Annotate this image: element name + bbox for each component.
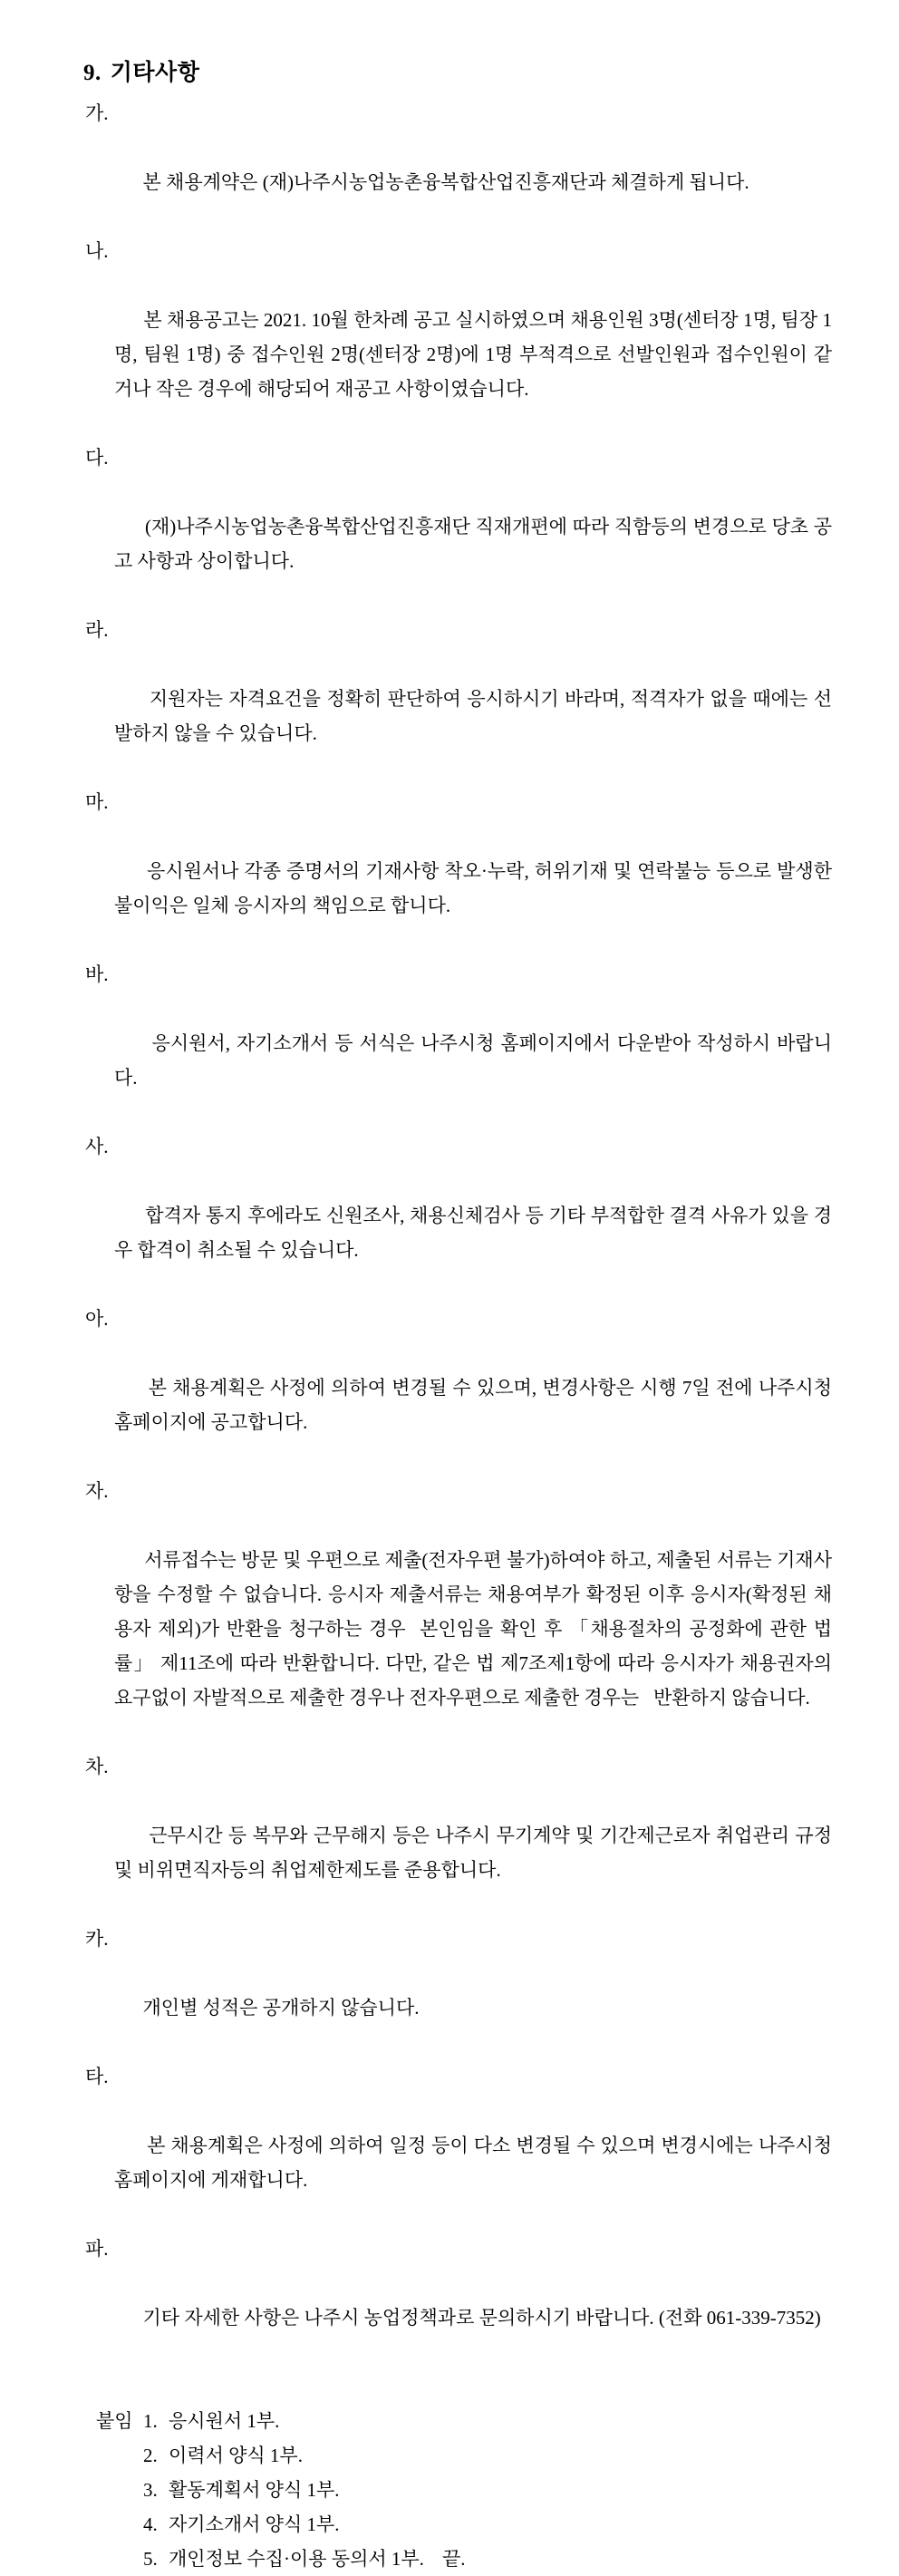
item-marker: 마.	[85, 791, 109, 813]
item-text: 응시원서, 자기소개서 등 서식은 나주시청 홈페이지에서 다운받아 작성하시 바랍니다.	[114, 1032, 832, 1089]
item-marker: 자.	[85, 1480, 109, 1502]
attachments-label-spacer	[96, 2542, 143, 2576]
attachment-text: 이력서 양식 1부.	[169, 2445, 303, 2466]
attachment-number: 2.	[143, 2445, 158, 2466]
item-marker: 바.	[85, 964, 109, 985]
list-item-ma	[83, 785, 837, 957]
attachment-number: 1.	[143, 2410, 158, 2432]
item-marker: 타.	[85, 2066, 109, 2087]
item-marker: 가.	[85, 102, 109, 124]
item-text: 본 채용계획은 사정에 의하여 변경될 수 있으며, 변경사항은 시행 7일 전에 나주시청 홈페이지에 공고합니다.	[114, 1377, 837, 1433]
list-item-ja	[83, 1474, 837, 1749]
attachments-section	[96, 2404, 832, 2576]
item-text: 기타 자세한 사항은 나주시 농업정책과로 문의하시기 바랍니다. (전화 061-339-7352)	[142, 2307, 821, 2329]
attachments-label: 붙임	[96, 2410, 133, 2432]
item-marker: 라.	[85, 619, 109, 641]
list-item-ka	[83, 1922, 832, 2059]
attachment-row	[96, 2542, 832, 2576]
list-item-ga	[83, 96, 832, 234]
item-text: 응시원서나 각종 증명서의 기재사항 착오·누락, 허위기재 및 연락불능 등으로 발생한 불이익은 일체 응시자의 책임으로 합니다.	[114, 860, 837, 916]
item-text: 개인별 성적은 공개하지 않습니다.	[142, 1997, 420, 2019]
list-item-a	[83, 1302, 837, 1474]
list-item-da	[83, 441, 832, 613]
attachment-row	[96, 2404, 832, 2438]
item-marker: 아.	[85, 1308, 109, 1330]
item-text: 서류접수는 방문 및 우편으로 제출(전자우편 불가)하여야 하고, 제출된 서류는 기재사항을 수정할 수 없습니다. 응시자 제출서류는 채용여부가 확정된 이후 응시자(확정된 채용자 제외)가 반환을 청구하는 경우 본인임을 확인 후 「채용절차의 공정화에 관한 법률」 제11조에 따라 반환합니다. 다만, 같은 법 제7조제1항에 따라 응시자가 채용권자의 요구없이 자발적으로 제출한 경우나 전자우편으로 제출한 경우는 반환하지 않습니다.	[114, 1549, 837, 1709]
list-item-sa	[83, 1129, 832, 1302]
attachment-row	[96, 2473, 832, 2507]
item-marker: 사.	[85, 1136, 109, 1157]
attachments-label-spacer	[96, 2438, 143, 2473]
attachment-row	[96, 2507, 832, 2542]
attachment-number: 3.	[143, 2479, 158, 2501]
item-text: 본 채용계약은 (재)나주시농업농촌융복합산업진흥재단과 체결하게 됩니다.	[142, 171, 749, 193]
item-text: 근무시간 등 복무와 근무해지 등은 나주시 무기계약 및 기간제근로자 취업관리 규정 및 비위면직자등의 취업제한제도를 준용합니다.	[114, 1825, 837, 1881]
attachment-text	[169, 2542, 465, 2576]
attachment-number: 5.	[143, 2548, 158, 2570]
list-item-ra	[83, 613, 832, 785]
document-end-mark: 끝.	[441, 2548, 466, 2570]
item-marker: 차.	[85, 1756, 109, 1777]
attachments-label-spacer	[96, 2507, 143, 2542]
attachment-text: 활동계획서 양식 1부.	[169, 2479, 340, 2501]
section-title-text: 기타사항	[110, 61, 200, 85]
list-item-ta	[83, 2059, 837, 2232]
attachment-text: 자기소개서 양식 1부.	[169, 2513, 340, 2535]
section-number: 9.	[83, 61, 102, 85]
attachment-number: 4.	[143, 2513, 158, 2535]
attachment-row	[96, 2438, 832, 2473]
attachments-label-spacer	[96, 2473, 143, 2507]
list-item-ba	[83, 957, 832, 1129]
item-text: (재)나주시농업농촌융복합산업진흥재단 직재개편에 따라 직함등의 변경으로 당초 공고 사항과 상이합니다.	[114, 516, 832, 572]
item-marker: 다.	[85, 447, 109, 469]
list-item-cha	[83, 1749, 837, 1922]
list-item-pa	[83, 2232, 832, 2369]
list-item-na	[83, 234, 832, 441]
item-text: 본 채용계획은 사정에 의하여 일정 등이 다소 변경될 수 있으며 변경시에는 나주시청 홈페이지에 게재합니다.	[114, 2135, 837, 2191]
item-marker: 나.	[85, 240, 109, 262]
attachment-text-body: 개인정보 수집·이용 동의서 1부.	[169, 2548, 424, 2570]
items-list	[83, 96, 837, 2369]
attachment-text: 응시원서 1부.	[169, 2410, 280, 2432]
section-title	[83, 58, 832, 89]
item-marker: 파.	[85, 2238, 109, 2260]
item-marker: 카.	[85, 1928, 109, 1950]
item-text: 지원자는 자격요건을 정확히 판단하여 응시하시기 바라며, 적격자가 없을 때에는 선발하지 않을 수 있습니다.	[114, 688, 832, 744]
item-text: 본 채용공고는 2021. 10월 한차례 공고 실시하였으며 채용인원 3명(센터장 1명, 팀장 1명, 팀원 1명) 중 접수인원 2명(센터장 2명)에 1명 부적격으로 선발인원과 접수인원이 같거나 작은 경우에 해당되어 재공고 사항이였습니다.	[114, 309, 832, 400]
item-text: 합격자 통지 후에라도 신원조사, 채용신체검사 등 기타 부적합한 결격 사유가 있을 경우 합격이 취소될 수 있습니다.	[114, 1205, 832, 1261]
